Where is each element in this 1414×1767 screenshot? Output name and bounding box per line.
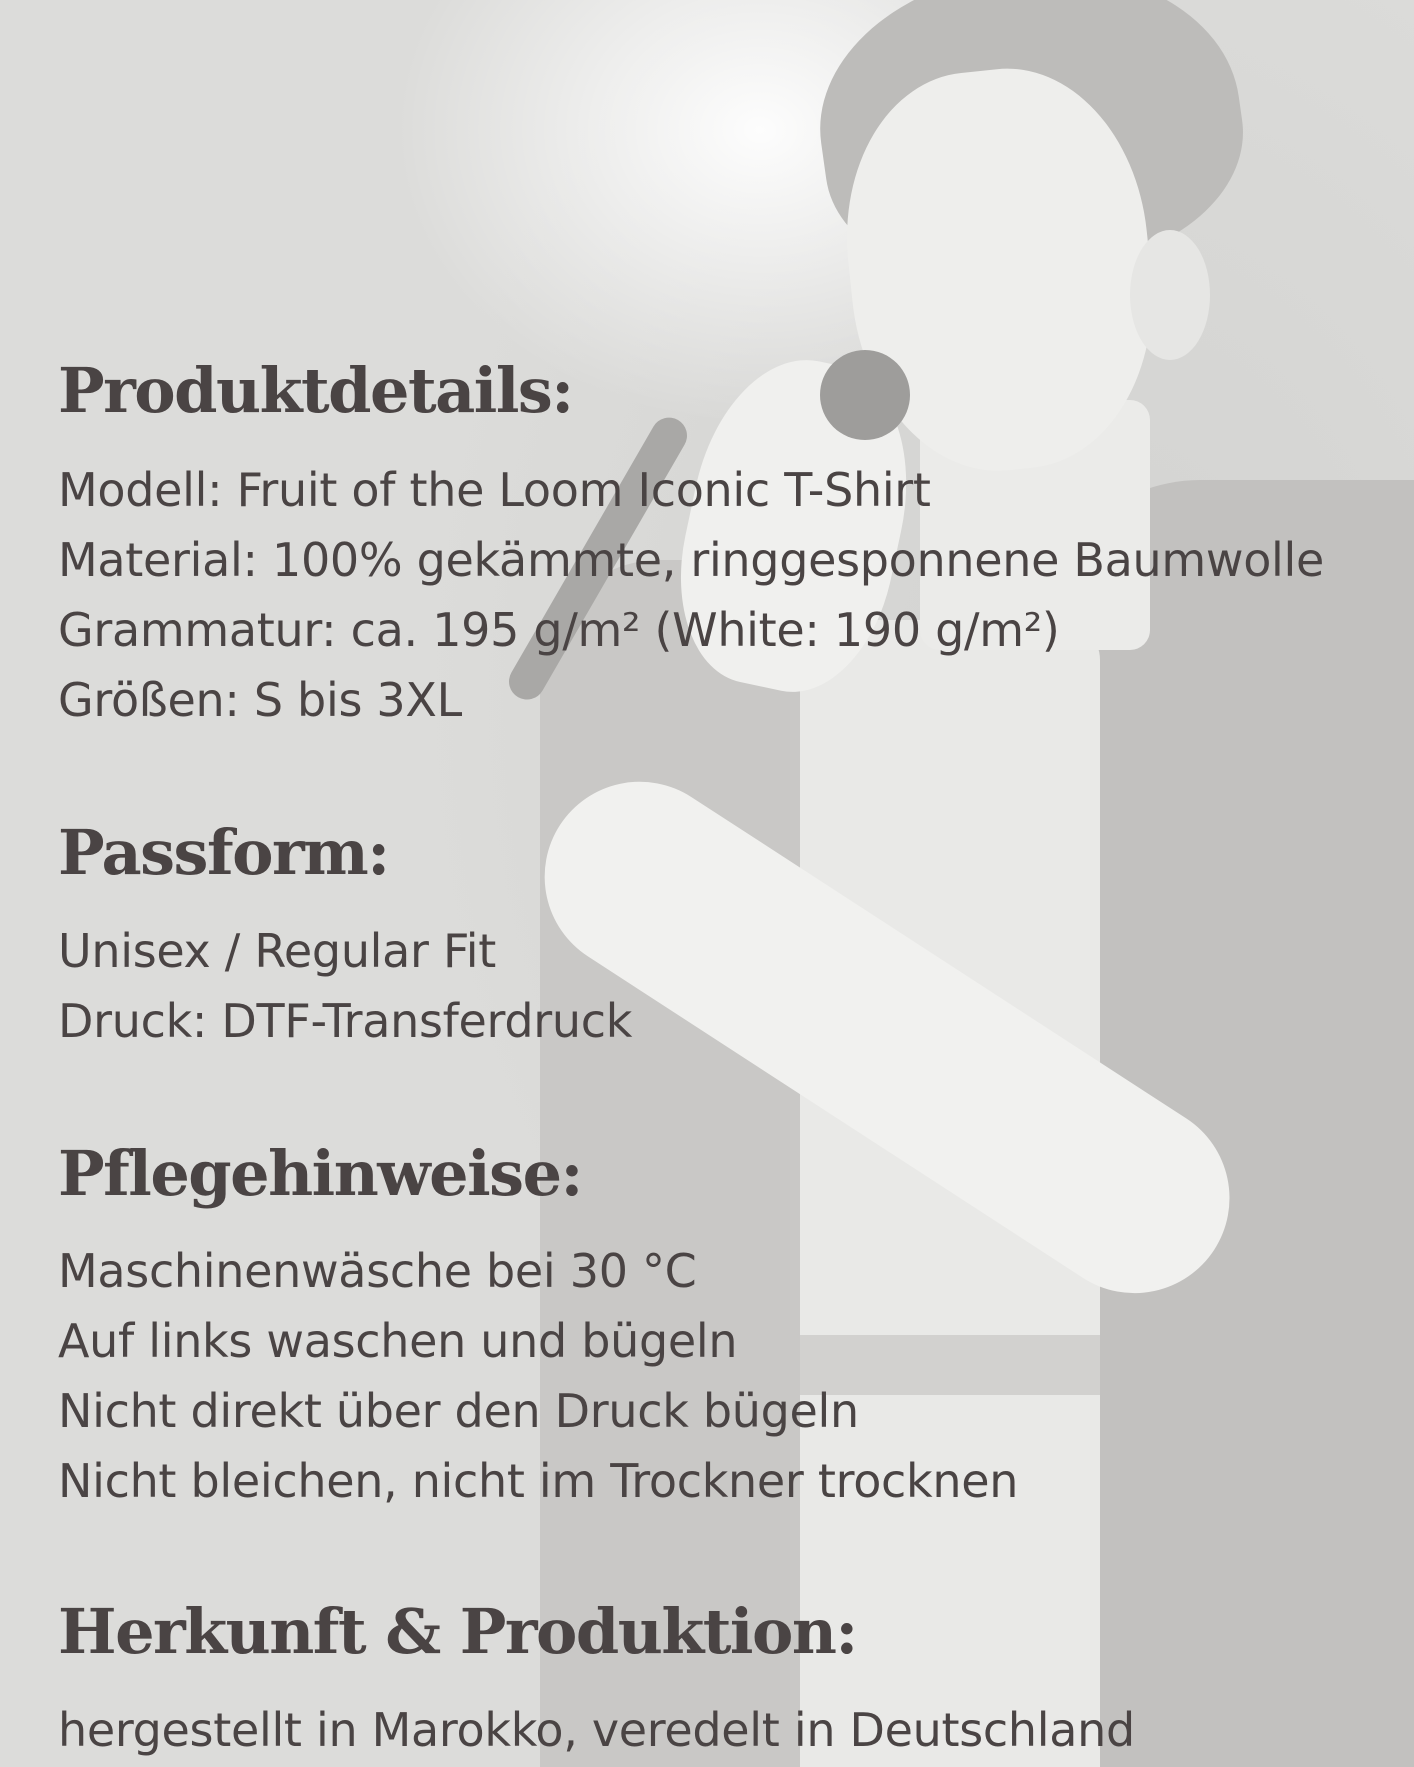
detail-line: Material: 100% gekämmte, ringgesponnene Baumwolle [58,533,1325,587]
detail-line: Grammatur: ca. 195 g/m² (White: 190 g/m²) [58,603,1060,657]
section-list-herkunft [58,1695,1135,1765]
detail-line: Modell: Fruit of the Loom Iconic T-Shirt [58,463,931,517]
section-heading-pflegehinweise: Pflegehinweise: [58,1137,582,1210]
detail-line: Nicht direkt über den Druck bügeln [58,1384,859,1438]
detail-line: Auf links waschen und bügeln [58,1314,738,1368]
detail-line: hergestellt in Marokko, veredelt in Deutschland [58,1703,1135,1757]
singer-ear [1130,230,1210,360]
section-heading-passform: Passform: [58,816,389,889]
singer-jacket-left [540,560,840,1767]
microphone-icon [820,350,910,440]
detail-line: Maschinenwäsche bei 30 °C [58,1244,697,1298]
detail-line: Unisex / Regular Fit [58,924,497,978]
section-heading-herkunft: Herkunft & Produktion: [58,1595,857,1668]
section-list-produktdetails [58,455,1324,735]
section-list-pflegehinweise [58,1236,1018,1516]
section-heading-produktdetails: Produktdetails: [58,354,573,427]
section-list-passform [58,916,632,1056]
detail-line: Druck: DTF-Transferdruck [58,994,633,1048]
detail-line: Größen: S bis 3XL [58,673,462,727]
detail-line: Nicht bleichen, nicht im Trockner trocknen [58,1454,1019,1508]
